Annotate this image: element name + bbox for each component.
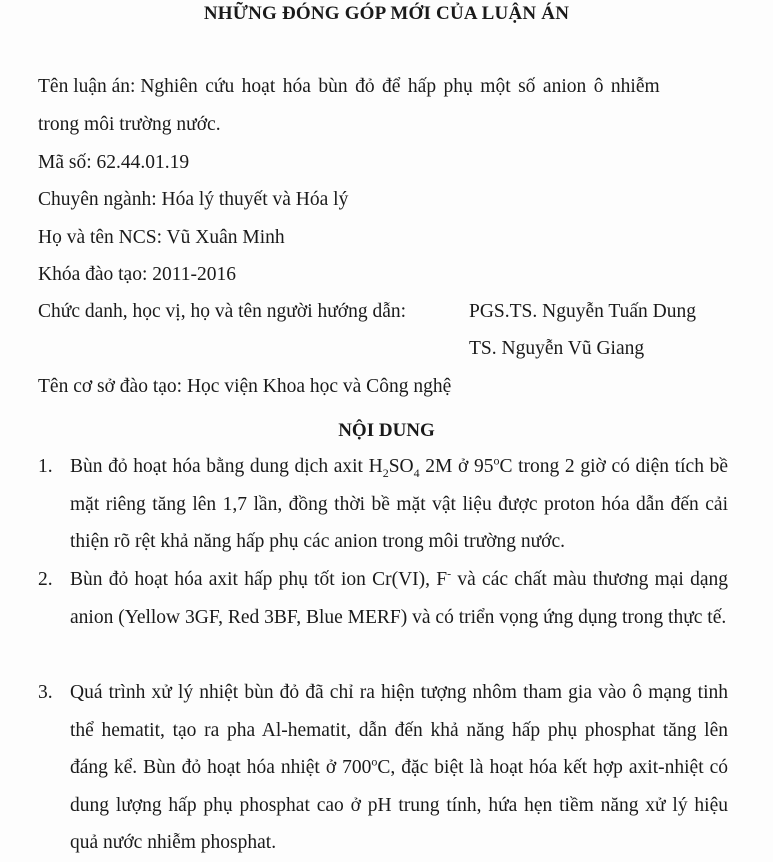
thesis-major: Chuyên ngành: Hóa lý thuyết và Hóa lý [38, 189, 349, 210]
thesis-title: Nghiên cứu hoạt hóa bùn đỏ để hấp phụ một số anion ô nhiễm [140, 76, 660, 97]
student-name: Họ và tên NCS: Vũ Xuân Minh [38, 227, 285, 248]
course-years: Khóa đào tạo: 2011-2016 [38, 264, 237, 285]
section-title: NỘI DUNG [338, 420, 435, 441]
thesis-title-line-2: trong môi trường nước. [38, 114, 221, 135]
list-item [38, 448, 728, 561]
advisor-1: PGS.TS. Nguyễn Tuấn Dung [469, 301, 697, 322]
advisor-label: Chức danh, học vị, họ và tên người hướng dẫn: [38, 301, 407, 322]
list-item-number: 1. [38, 456, 53, 477]
advisor-2: TS. Nguyễn Vũ Giang [469, 338, 645, 359]
list-item-number: 3. [38, 682, 53, 703]
list-item [38, 674, 728, 862]
page-title: NHỮNG ĐÓNG GÓP MỚI CỦA LUẬN ÁN [203, 3, 570, 24]
thesis-title-line-1 [38, 76, 660, 98]
list-item [38, 561, 728, 636]
list-item-text: Bùn đỏ hoạt hóa bằng dung dịch axit $H_2SO_4$ 2M ở 95$^o$C trong 2 giờ có diện tích bề mặt riêng tăng lên 1,7 lần, đồng thời bề mặt vật liệu được proton hóa dẫn đến cải thiện rõ rệt khả năng hấp phụ các anion trong môi trường nước. [70, 453, 728, 552]
thesis-code: Mã số: 62.44.01.19 [38, 152, 190, 173]
list-item-text: Bùn đỏ hoạt hóa axit hấp phụ tốt ion Cr(VI), F- và các chất màu thương mại dạng anion (Yellow 3GF, Red 3BF, Blue MERF) và có triển vọng ứng dụng trong thực tế. [70, 566, 728, 628]
thesis-label: Tên luận án: [38, 76, 136, 97]
institution: Tên cơ sở đào tạo: Học viện Khoa học và Công nghệ [38, 376, 452, 397]
list-item-text: Quá trình xử lý nhiệt bùn đỏ đã chỉ ra hiện tượng nhôm tham gia vào ô mạng tinh thể hematit, tạo ra pha Al-hematit, dẫn đến khả năng hấp phụ phosphat tăng lên đáng kể. Bùn đỏ hoạt hóa nhiệt ở 700$^o$C, đặc biệt là hoạt hóa kết hợp axit-nhiệt có dung lượng hấp phụ phosphat cao ở pH trung tính, hứa hẹn tiềm năng xử lý hiệu quả nước nhiễm phosphat. [70, 682, 728, 853]
list-item-number: 2. [38, 569, 53, 590]
